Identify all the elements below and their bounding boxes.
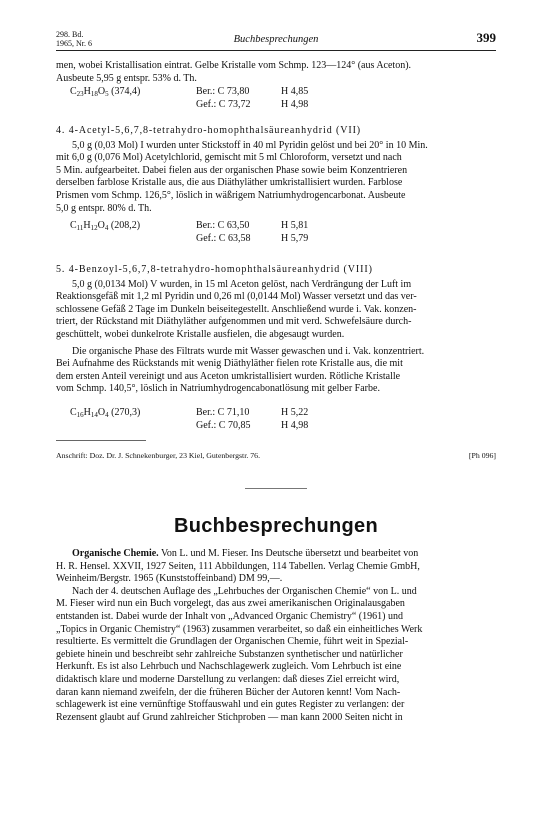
issue: 1965, Nr. 6 (56, 39, 92, 48)
found-c: Gef.: C 70,85 (196, 419, 251, 431)
analysis-block-1 (56, 86, 496, 112)
compound-4-heading: 4. 4-Acetyl-5,6,7,8-tetrahydro-homophthalsäureanhydrid (VII) (56, 125, 362, 136)
found-h: H 4,98 (281, 419, 309, 431)
analysis-block-3 (56, 407, 496, 433)
calc-h: H 5,22 (281, 407, 309, 418)
address-text: Anschrift: Doz. Dr. J. Schnekenburger, 23 Kiel, Gutenbergstr. 76. (56, 451, 261, 460)
found-h: H 4,98 (281, 98, 309, 110)
compound-5-text-2 (56, 346, 496, 396)
calc-h: H 5,81 (281, 220, 309, 231)
text-line: Herkunft. Es ist also Lehrbuch und Nachschlagewerk zugleich. Vom Lehrbuch ist eine (56, 661, 402, 673)
text-line: Die organische Phase des Filtrats wurde mit Wasser gewaschen und i. Vak. konzentriert. (72, 345, 425, 357)
text-line: mit 6,0 g (0,076 Mol) Acetylchlorid, gemischt mit 5 ml Chloroform, versetzt und nach (56, 152, 402, 164)
text-line: Reaktionsgefäß mit 1,2 ml Pyridin und 0,26 ml (0,0144 Mol) Wasser versetzt und das ver- (56, 291, 417, 303)
calc-c: Ber.: C 71,10 (196, 407, 250, 418)
molecular-formula: $C_{16}H_{14}O_4$ (270,3) (70, 407, 141, 419)
text-line: schlossene Gefäß 2 Tage im Dunkeln beiseitegestellt. Anschließend wurde i. Vak. konzen- (56, 303, 417, 315)
found-h: H 5,79 (281, 232, 309, 244)
compound-5-heading: 5. 4-Benzoyl-5,6,7,8-tetrahydro-homophthalsäureanhydrid (VIII) (56, 264, 373, 275)
header-rule (56, 50, 496, 51)
running-title: Buchbesprechungen (233, 34, 319, 45)
text-line: didaktisch klare und moderne Darstellung zu verlangen: daß dieses Ziel erreicht wird, (56, 673, 400, 685)
compound-5-text (56, 279, 496, 342)
text-line: schlagewerk ist eine vernünftige Stoffauswahl und ein gutes Register zu verlangen: der (56, 699, 405, 711)
text-line: dem ersten Anteil vereinigt und aus Aceton umkristallisiert wurden. Rötliche Kristalle (56, 370, 401, 382)
text-line: 5,0 g (0,0134 Mol) V wurden, in 15 ml Aceton gelöst, nach Verdrängung der Luft im (72, 278, 412, 290)
intro-line-2: Ausbeute 5,95 g entspr. 53% d. Th. (56, 72, 197, 84)
page-number: 399 (476, 30, 496, 45)
text-line: daran kann niemand zweifeln, der die früheren Bücher der Autoren kennt! Vom Nach- (56, 686, 401, 698)
found-c: Gef.: C 73,72 (196, 98, 251, 110)
intro-line-1: men, wobei Kristallisation eintrat. Gelbe Kristalle vom Schmp. 123—124° (aus Aceton). (56, 60, 412, 71)
text-line: 5 Min. aufgearbeitet. Dabei fielen aus der organischen Phase sowie beim Konzentrieren (56, 164, 408, 176)
citation-text: Von L. und M. Fieser. Ins Deutsche übersetzt und bearbeitet von (160, 548, 419, 559)
calc-h: H 4,85 (281, 86, 309, 97)
calc-c: Ber.: C 73,80 (196, 86, 250, 97)
text-line: Bei Aufnahme des Rückstands mit wenig Diäthyläther fielen rote Kristalle aus, die mit (56, 358, 403, 370)
text-line: „Topics in Organic Chemistry“ (1963) zusammen verarbeitet, so daß ein einheitliches Werk (56, 623, 423, 635)
text-line: 5,0 g entspr. 80% d. Th. (56, 202, 152, 214)
review-citation-line-2: H. R. Hensel. XXVII, 1927 Seiten, 111 Abbildungen, 114 Tabellen. Verlag Chemie GmbH, (56, 560, 420, 572)
text-line: resultierte. Es vermittelt die Grundlagen der Organischen Chemie, führt weit in Spezial- (56, 636, 409, 648)
book-review (56, 548, 496, 724)
molecular-formula: $C_{11}H_{12}O_4$ (208,2) (70, 220, 141, 232)
author-address (56, 451, 496, 460)
text-line: derselben farblose Kristalle aus, die aus Diäthyläther umkristallisiert wurden. Farblose (56, 177, 403, 189)
volume: 298. Bd. (56, 30, 84, 39)
compound-5-section (56, 264, 496, 396)
molecular-formula: $C_{23}H_{18}O_5$ (374,4) (70, 86, 141, 98)
footnote-rule (56, 440, 146, 441)
text-line: geschüttelt, wobei dunkelrote Kristalle ausfielen, die abgesaugt wurden. (56, 328, 345, 340)
text-line: Rezensent glaubt auf Grund zahlreicher Stichproben — man kann 2000 Seiten nicht in (56, 711, 403, 723)
text-line: Prismen vom Schmp. 126,5°, löslich in wäßrigem Natriumhydrogencarbonat. Ausbeute (56, 189, 406, 201)
compound-4-text (56, 140, 496, 216)
compound-4-section (56, 125, 496, 215)
intro-paragraph (56, 60, 496, 85)
review-citation-line-3: Weinheim/Bergstr. 1965 (Kunststoffeinband) DM 99,—. (56, 573, 283, 585)
section-title: Buchbesprechungen (173, 515, 379, 537)
review-body (56, 586, 496, 725)
text-line: entstanden ist. Dabei wurde der Inhalt von „Advanced Organic Chemistry“ (1961) und (56, 610, 403, 622)
calc-c: Ber.: C 63,50 (196, 220, 250, 231)
text-line: vom Schmp. 140,5°, löslich in Natriumhydrogencabonatlösung mit gelber Farbe. (56, 383, 380, 395)
text-line: triert, der Rückstand mit Diäthyläther aufgenommen und mit verd. Schwefelsäure durch- (56, 316, 412, 328)
text-line: gebiete hinein und beschreibt sehr zahlreiche Substanzen synthetischer und natürlicher (56, 648, 403, 660)
text-line: M. Fieser wird nun ein Buch vorgelegt, das aus zwei amerikanischen Originalausgaben (56, 598, 405, 610)
book-title: Organische Chemie. (72, 548, 159, 559)
section-separator (245, 488, 307, 489)
found-c: Gef.: C 63,58 (196, 232, 251, 244)
review-citation-line-1 (56, 548, 496, 561)
analysis-block-2 (56, 220, 496, 246)
text-line: Nach der 4. deutschen Auflage des „Lehrbuches der Organischen Chemie“ von L. und (72, 585, 417, 597)
text-line: 5,0 g (0,03 Mol) I wurden unter Stickstoff in 40 ml Pyridin gelöst und bei 20° in 10 Min. (72, 139, 428, 151)
manuscript-code: [Ph 096] (468, 451, 496, 460)
